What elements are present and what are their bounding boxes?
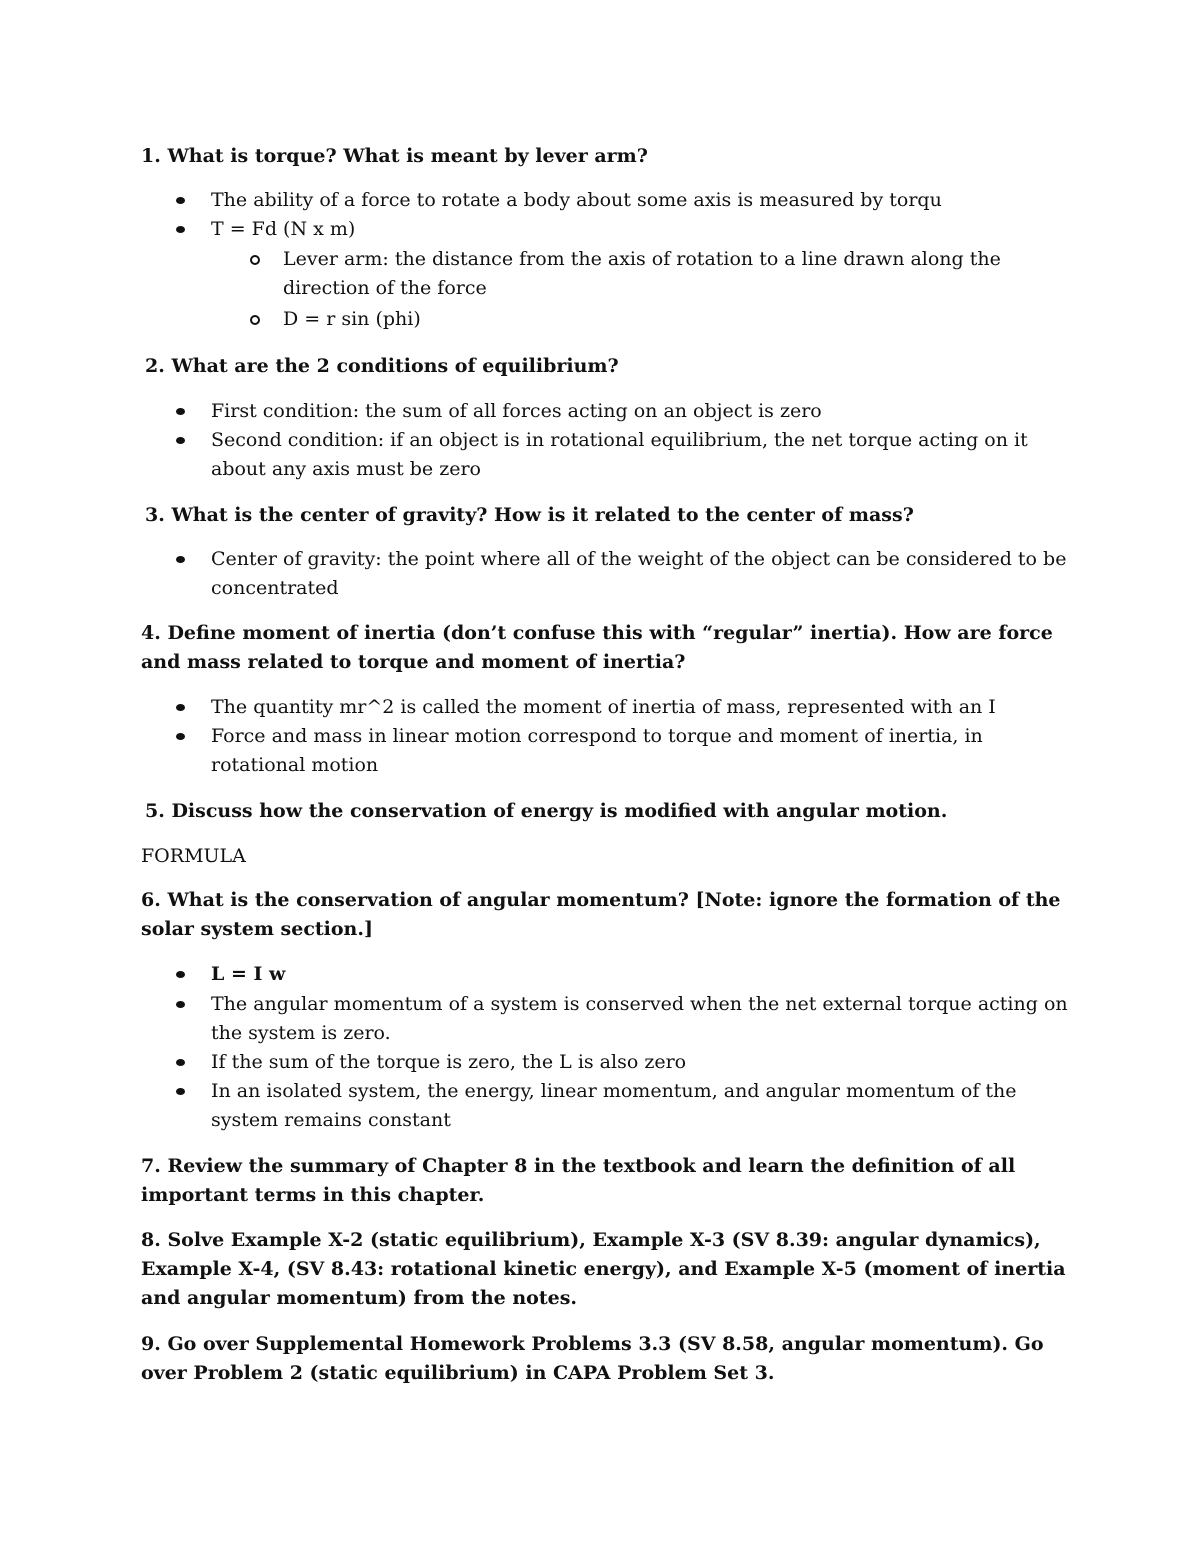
list-item: [211, 1048, 1071, 1077]
bullet-icon: [176, 1059, 185, 1066]
list-item-text: In an isolated system, the energy, linear momentum, and angular momentum of the system remains constant: [211, 1080, 1017, 1131]
question-7-title: 7. Review the summary of Chapter 8 in the textbook and learn the definition of all important terms in this chapter.: [141, 1155, 1016, 1206]
list-item-text: The ability of a force to rotate a body about some axis is measured by torqu: [211, 189, 942, 211]
question-1-title: 1. What is torque? What is meant by lever arm?: [141, 145, 648, 167]
sub-list-item-text: Lever arm: the distance from the axis of rotation to a line drawn along the direction of the force: [283, 248, 1001, 299]
bullet-icon: [176, 733, 185, 740]
list-item: [211, 990, 1071, 1048]
question-6-title: 6. What is the conservation of angular momentum? [Note: ignore the formation of the solar system section.]: [141, 889, 1061, 940]
list-item-text: The angular momentum of a system is conserved when the net external torque acting on the system is zero.: [211, 993, 1068, 1044]
bullet-icon: [176, 1088, 185, 1095]
sub-list-item: [283, 245, 1003, 303]
list-item: [211, 1077, 1071, 1135]
bullet-icon: [176, 437, 185, 444]
circle-bullet-icon: [250, 255, 260, 265]
list-item-text: Center of gravity: the point where all of the weight of the object can be considered to be concentrated: [211, 548, 1067, 599]
question-3-title: 3. What is the center of gravity? How is it related to the center of mass?: [145, 504, 914, 526]
question-5-title: 5. Discuss how the conservation of energy is modified with angular motion.: [145, 800, 948, 822]
list-item: [211, 215, 1071, 244]
list-item: [211, 186, 1071, 215]
circle-bullet-icon: [250, 315, 260, 325]
bullet-icon: [176, 556, 185, 563]
list-item: [211, 426, 1071, 484]
bullet-icon: [176, 226, 185, 233]
list-item: [211, 397, 1071, 426]
question-9-title: 9. Go over Supplemental Homework Problems 3.3 (SV 8.58, angular momentum). Go over Problem 2 (static equilibrium) in CAPA Problem Set 3.: [141, 1333, 1044, 1384]
sub-list-item: [283, 305, 1003, 334]
list-item-text: Force and mass in linear motion correspond to torque and moment of inertia, in rotational motion: [211, 725, 983, 776]
question-4-title: 4. Define moment of inertia (don’t confuse this with “regular” inertia). How are force and mass related to torque and moment of inertia?: [141, 622, 1053, 673]
list-item-text: The quantity mr^2 is called the moment of inertia of mass, represented with an I: [211, 696, 996, 718]
sub-list-item-text: D = r sin (phi): [283, 308, 421, 330]
question-8-title: 8. Solve Example X-2 (static equilibrium), Example X-3 (SV 8.39: angular dynamics), Example X-4, (SV 8.43: rotational kinetic energy), and Example X-5 (moment of inertia and angular momentum) from the notes.: [141, 1229, 1066, 1309]
question-2-title: 2. What are the 2 conditions of equilibrium?: [145, 355, 619, 377]
list-item-text: Second condition: if an object is in rotational equilibrium, the net torque acting on it about any axis must be zero: [211, 429, 1028, 480]
list-item: [211, 545, 1071, 603]
bullet-icon: [176, 197, 185, 204]
list-item: [211, 693, 1071, 722]
list-item-text: If the sum of the torque is zero, the L is also zero: [211, 1051, 687, 1073]
question-5-answer: FORMULA: [141, 845, 246, 867]
list-item: [211, 722, 1071, 780]
bullet-icon: [176, 704, 185, 711]
list-item: [211, 960, 1071, 989]
list-item-text: T = Fd (N x m): [211, 218, 356, 240]
list-item-text: L = I w: [211, 963, 286, 985]
bullet-icon: [176, 971, 185, 978]
bullet-icon: [176, 1001, 185, 1008]
list-item-text: First condition: the sum of all forces acting on an object is zero: [211, 400, 822, 422]
bullet-icon: [176, 408, 185, 415]
